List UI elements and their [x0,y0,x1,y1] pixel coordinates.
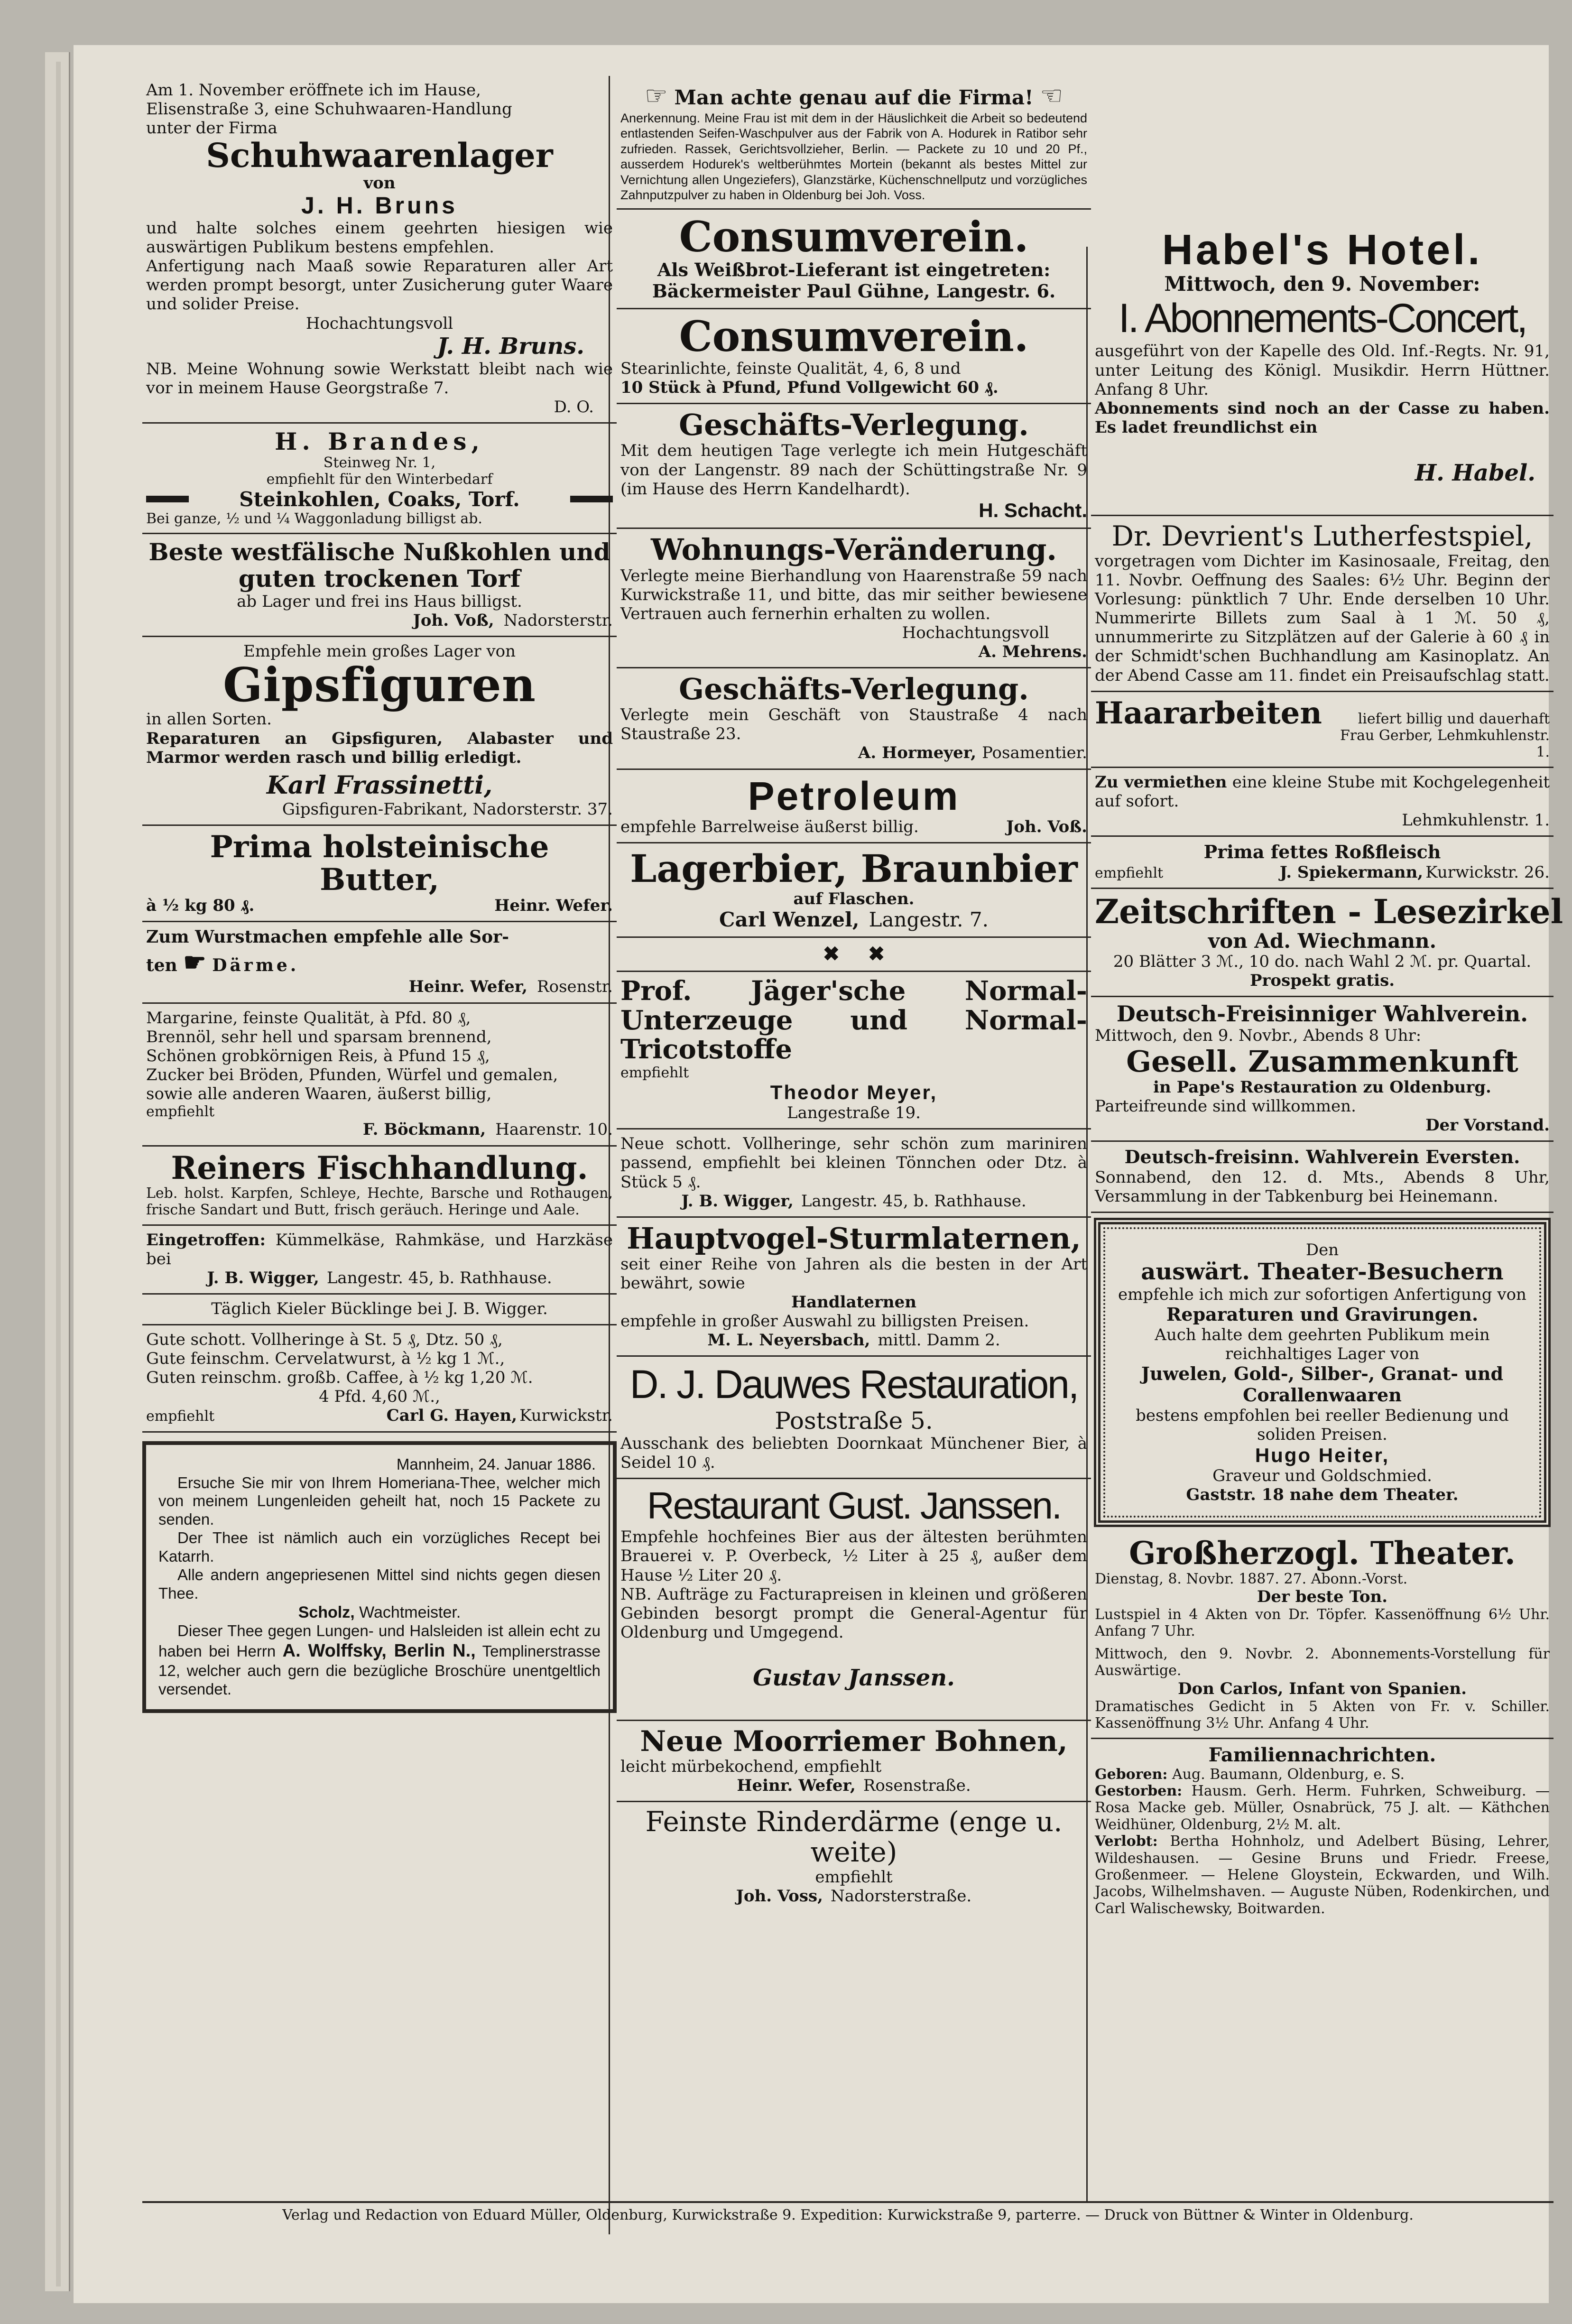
ad-signature: Gustav Janssen. [753,1664,955,1691]
ad-text: Juwelen, Gold-, Silber-, Granat- und Corallenwaaren [1141,1363,1504,1406]
ad-wigger-buecklinge [142,1295,617,1325]
ad-signature: Carl Wenzel, [719,907,860,931]
ad-text: Gute feinschm. Cervelatwurst, à ½ kg 1 ℳ., [146,1349,505,1369]
ad-text: liefert billig und dauerhaft [1358,710,1550,727]
ad-title: Consumverein. [679,312,1029,361]
ad-text: Lustspiel in 4 Akten von Dr. Töpfer. Kassenöffnung 6½ Uhr. Anfang 7 Uhr. [1095,1606,1550,1640]
ad-signature: Heinr. Wefer, [408,977,528,997]
ad-moorriemer-bohnen [617,1721,1091,1802]
ad-play: Der beste Ton. [1257,1587,1388,1606]
ad-address: Poststraße 5. [775,1407,933,1435]
ad-text: ausgeführt von der Kapelle des Old. Inf.-Regts. Nr. 91, unter Leitung des Königl. Musikdir. Herrn Hüttner. Anfang 8 Uhr. [1095,342,1550,399]
ad-text: empfiehlt [815,1867,893,1887]
decor-bar [570,496,613,502]
ad-firm-name: A. Wolffsky, Berlin N., [282,1641,476,1661]
ad-title: Beste westfälische Nußkohlen und [148,538,610,566]
ad-address: Lehmkuhlenstr. 1. [1402,811,1550,830]
pointing-hand-icon: ☜ [1040,81,1063,111]
ad-text: Bäckermeister Paul Gühne, Langestr. 6. [652,280,1056,302]
ad-text: empfiehlt [1095,865,1164,882]
ad-text: bestens empfohlen bei reeller Bedienung und soliden Preisen. [1136,1406,1509,1444]
ad-petroleum [617,770,1091,844]
ad-text: Handlaternen [791,1293,916,1312]
ad-text: Den [1305,1241,1339,1260]
ad-signature: J. B. Wigger, [681,1191,794,1211]
ad-signature: A. Mehrens. [978,642,1087,661]
ad-theater [1091,1532,1554,1739]
ad-date: Mannheim, 24. Januar 1886. [396,1455,596,1473]
ad-text: Leb. holst. Karpfen, Schleye, Hechte, Barsche und Rothaugen, frische Sandart und Butt, frisch geräuch. Heringe und Aale. [146,1185,613,1219]
ad-address: Nadorsterstraße. [830,1886,972,1906]
ad-text: Empfehle mein großes Lager von [243,642,516,661]
ad-heiter [1094,1218,1551,1527]
ad-address: Langestr. 45, b. Rathhause. [801,1191,1026,1211]
ad-text: empfehle ich mich zur sofortigen Anfertigung von [1118,1285,1526,1305]
ad-text: unter der Firma [146,119,277,138]
ad-text: empfiehlt für den Winterbedarf [266,471,493,488]
ad-heading: Gestorben: [1095,1783,1183,1800]
ad-text: sowie alle anderen Waaren, äußerst billig, [146,1084,492,1103]
ad-address: Posamentier. [982,743,1087,763]
ad-text: Prospekt gratis. [1249,971,1395,990]
ad-text: Bei ganze, ½ und ¼ Waggonladung billigst ab. [146,510,482,527]
ad-text: Ausschank des beliebten Doornkaat Münchener Bier, à Seidel 10 ₰. [620,1434,1087,1472]
ad-wenzel [617,843,1091,938]
ad-hodurek [617,76,1091,210]
ad-signature: Hugo Heiter, [1255,1444,1390,1467]
ad-date: Mittwoch, den 9. Novbr., Abends 8 Uhr: [1095,1026,1422,1046]
ad-text: Reparaturen an Gipsfiguren, Alabaster und Marmor werden rasch und billig erledigt. [146,729,613,767]
ad-firm-name: J. H. Bruns [301,192,458,219]
ad-address: Haarenstr. 10. [495,1120,613,1139]
ad-text: Stearinlichte, feinste Qualität, 4, 6, 8 und [620,359,961,379]
ad-address: Langestraße 19. [787,1103,921,1123]
ad-address: Kurwickstr. 26. [1425,863,1550,882]
ad-text: Der Thee ist nämlich auch ein vorzügliches Recept bei Katarrh. [158,1529,601,1565]
ad-habel-hotel [1091,223,1554,516]
ad-text: auf Flaschen. [793,889,915,908]
ad-text: Guten reinschm. großb. Caffee, à ½ kg 1,20 ℳ. [146,1368,533,1388]
ad-heading: Geboren: [1095,1766,1168,1783]
ad-address: Kurwickstr. [519,1406,613,1426]
ad-text: Mit dem heutigen Tage verlegte ich mein Hutgeschäft von der Langenstr. 89 nach der Schüttingstraße Nr. 9 (im Hause des Herrn Kandelhardt). [620,441,1087,499]
ad-text: seit einer Reihe von Jahren als die besten in der Art bewährt, sowie [620,1254,1087,1293]
ad-text: Am 1. November eröffnete ich im Hause, [146,81,481,100]
ad-lesezirkel [1091,889,1563,997]
ad-title: Neue Moorriemer Bohnen, [640,1724,1068,1758]
ad-vermiethen [1091,768,1554,837]
ad-title: Gipsfiguren [222,657,536,713]
ad-address: Gipsfiguren-Fabrikant, Nadorsterstr. 37. [282,799,613,819]
ad-title: Hauptvogel-Sturmlaternen, [627,1221,1081,1256]
decor-cross-icon: ✖ [868,942,885,965]
ad-signature: Heinr. Wefer, [737,1776,856,1796]
ad-signature: Der Vorstand. [1425,1116,1550,1135]
ad-signature: A. Hormeyer, [858,743,977,763]
ad-title: Großherzogl. Theater. [1129,1535,1516,1572]
ad-text: leicht mürbekochend, empfiehlt [620,1757,882,1776]
ad-title: Familiennachrichten. [1208,1743,1436,1766]
ad-title: Prof. Jäger'sche Normal-Unterzeuge und Normal-Tricotstoffe [620,975,1087,1065]
ad-text: vorgetragen vom Dichter im Kasinosaale, Freitag, den 11. Novbr. Oeffnung des Saales: 6½ Uhr. Beginn der Vorlesung: pünktlich 7 Uhr. Ende derselben 10 Uhr. Nummerirte Billets zum Saal à 1 ℳ. 50 ₰, unnummerirte zu Sitzplätzen auf der Galerie à 60 ₰ in der Schmidt'schen Buchhandlung am Kasinoplatz. An der Abend Casse am 11. findet ein Preisaufschlag statt. [1095,551,1550,685]
ad-title: auswärt. Theater-Besuchern [1141,1259,1504,1286]
ad-text: Elisenstraße 3, eine Schuhwaaren-Handlung [146,100,512,119]
ad-text: 20 Blätter 3 ℳ., 10 do. nach Wahl 2 ℳ. pr. Quartal. [1113,952,1532,971]
ad-gipsfiguren [142,637,617,825]
ad-goods-line [146,488,613,510]
ad-heading: Verlobt: [1095,1833,1158,1850]
ad-text: Margarine, feinste Qualität, à Pfd. 80 ₰, [146,1008,471,1028]
ad-text: empfiehlt [146,1103,215,1120]
ad-text: eine kleine Stube mit Kochgelegenheit auf sofort. [1095,772,1550,811]
ad-consumverein-1 [617,210,1091,309]
ad-signature: H. Habel. [1415,459,1535,486]
ad-wahlverein-eversten [1091,1142,1554,1213]
ad-text: Graveur und Goldschmied. [1212,1466,1432,1486]
ad-text: D. O. [554,397,594,417]
ad-title: Habel's Hotel. [1162,226,1483,274]
ad-reiners [142,1147,617,1226]
ad-text: Täglich Kieler Bücklinge bei J. B. Wigger. [211,1299,548,1318]
ad-text: Reparaturen und Gravirungen. [1166,1304,1479,1325]
ad-wigger-heringe [617,1130,1091,1217]
ad-wurst [142,922,617,1003]
ad-text: Abonnements sind noch an der Casse zu haben. Es ladet freundlichst ein [1095,398,1550,437]
ad-address: Langestr. 45, b. Rathhause. [326,1268,552,1287]
ad-text: empfiehlt [146,1408,215,1425]
ad-familiennachrichten [1091,1739,1554,1923]
ad-title: Prima holsteinische Butter, [210,829,549,898]
ad-title: Schuhwaarenlager [206,136,553,176]
ad-text: Kümmelkäse, Rahmkäse, und Harzkäse bei [146,1230,613,1268]
ad-title: guten trockenen Torf [238,565,521,593]
ad-text: Empfehle hochfeines Bier aus der ältesten berühmten Brauerei v. P. Overbeck, ½ Liter à 25 ₰, außer dem Hause ½ Liter 20 ₰. [620,1528,1087,1585]
ad-text: Dramatisches Gedicht in 5 Akten von Fr. v. Schiller. Kassenöffnung 3½ Uhr. Anfang 4 Uhr. [1095,1698,1550,1732]
ad-text: Neue schott. Vollheringe, sehr schön zum mariniren passend, empfiehlt bei kleinen Tönnchen oder Dtz. à Stück 5 ₰. [620,1134,1087,1192]
ad-title: Man achte genau auf die Firma! [674,86,1034,109]
ad-address: mittl. Damm 2. [878,1331,1000,1350]
decor-cross-icon: ✖ [823,942,840,965]
pointing-hand-icon: ☛ [183,946,206,977]
ad-text: Frau Gerber, Lehmkuhlenstr. 1. [1340,727,1550,761]
ad-mehrens [617,529,1091,668]
ad-title: Reiners Fischhandlung. [171,1149,588,1186]
ad-text: 4 Pfd. 4,60 ℳ., [319,1387,440,1407]
ad-title: Consumverein. [679,212,1029,262]
ad-text: Zum Wurstmachen empfehle alle Sor- [146,927,509,947]
ad-address: Nadorsterstr. [503,611,613,630]
ad-text: Verlegte mein Geschäft von Staustraße 4 nach Staustraße 23. [620,705,1087,744]
footer-text: Verlag und Redaction von Eduard Müller, Oldenburg, Kurwickstraße 9. Expedition: Kurwickstraße 9, parterre. — Druck von Büttner & Winter in Oldenburg. [282,2207,1414,2223]
ad-text: NB. Aufträge zu Facturapreisen in kleinen und größeren Gebinden besorgt prompt die General-Agentur für Oldenburg und Umgegend. [620,1584,1087,1642]
ad-text: Hochachtungsvoll [902,623,1049,642]
ad-text: empfehle Barrelweise äußerst billig. [620,817,919,837]
ad-gerber [1091,692,1554,768]
ad-title: Restaurant Gust. Janssen. [647,1484,1061,1527]
ad-date: Mittwoch, den 9. November: [1164,272,1480,296]
ad-address: Rosenstraße. [863,1776,971,1796]
ad-neyersbach [617,1218,1091,1357]
ad-title: Feinste Rinderdärme (enge u. weite) [645,1805,1063,1868]
ad-signature: F. Böckmann, [362,1120,486,1139]
ad-title: Prima fettes Roßfleisch [1203,841,1441,863]
ad-firm-name: H. Brandes, [275,427,484,456]
ad-address: Gaststr. 18 nahe dem Theater. [1186,1485,1459,1505]
ad-text: Därme. [212,955,299,975]
ad-text: Templinerstrasse 12, welcher auch gern die bezügliche Broschüre unentgeltlich versendet. [158,1642,601,1698]
ad-rinderdaerme [617,1802,1091,1911]
column-2 [617,76,1091,1911]
ad-text: Bertha Hohnholz, und Adelbert Büsing, Lehrer, Wildeshausen. — Gesine Bruns und Friedr. Freese, Großenmeer. — Helene Gloystein, Eckwarden, und Wilh. Jacobs, Wilhelmshaven. — Auguste Nüben, Rodenkirchen, und Carl Walischewsky, Boitwarden. [1095,1833,1550,1917]
ad-text: Hochachtungsvoll [305,314,453,333]
ad-title: Lagerbier, Braunbier [630,846,1078,891]
ad-title: Haararbeiten [1095,695,1322,731]
ad-text: Auch halte dem geehrten Publikum mein reichhaltiges Lager von [1155,1325,1490,1364]
ad-hormeyer [617,668,1091,770]
ad-date: Dienstag, 8. Novbr. 1887. 27. Abonn.-Vorst. [1095,1570,1408,1587]
ad-concert: I. Abonnements-Concert, [1118,295,1526,341]
ad-devrient [1091,516,1554,692]
ad-title: Zeitschriften - Lesezirkel [1095,892,1563,932]
ad-title: Deutsch-Freisinniger Wahlverein. [1116,1000,1528,1027]
ad-signature: Joh. Voss, [736,1886,823,1906]
ad-text: von Ad. Wiechmann. [1208,929,1437,953]
ad-janssen [617,1479,1091,1721]
ad-date: Mittwoch, den 9. Novbr. 2. Abonnements-Vorstellung für Auswärtige. [1095,1645,1550,1679]
ad-brandes [142,424,617,534]
ad-text: empfehle in großer Auswahl zu billigsten Preisen. [620,1312,1029,1331]
ad-text: Zucker bei Bröden, Pfunden, Würfel und gemalen, [146,1065,558,1084]
ad-title: Dr. Devrient's Lutherfestspiel, [1111,519,1533,552]
ad-title: Geschäfts-Verlegung. [679,672,1029,707]
ad-text: Alle andern angepriesenen Mittel sind nichts gegen diesen Thee. [158,1566,601,1602]
ad-text: 10 Stück à Pfund, Pfund Vollgewicht 60 ₰. [620,378,999,398]
ad-signature: Heinr. Wefer. [494,896,613,916]
ad-dauwes [617,1357,1091,1479]
ad-consumverein-2 [617,309,1091,404]
ad-text: Schönen grobkörnigen Reis, à Pfund 15 ₰, [146,1046,490,1065]
ad-title: Geschäfts-Verlegung. [679,407,1029,443]
ad-text: Aug. Baumann, Oldenburg, e. S. [1172,1766,1405,1783]
ad-signature: J. H. Bruns. [437,333,584,360]
ad-price: à ½ kg 80 ₰. [146,896,255,916]
ad-text: Anerkennung. Meine Frau ist mit dem in der Häuslichkeit die Arbeit so bedeutend entlastenden Seifen-Waschpulver aus der Fabrik von A. Hodurek in Ratibor sehr zufrieden. Rassek, Gerichtsvollzieher, Berlin. — Packete zu 10 und 20 Pf., ausserdem Hodurek's weltberühmtes Mortein (bekannt als bestes Mittel zur Vernichtung allen Ungeziefers), Glanzstärke, Küchenschnellputz und vorzügliches Zahnputzpulver zu haben in Oldenburg bei Joh. Voss. [620,111,1087,202]
ad-spiekermann [1091,837,1554,889]
ad-play: Don Carlos, Infant von Spanien. [1178,1679,1467,1698]
ad-text: Anfertigung nach Maaß sowie Reparaturen aller Art werden prompt besorgt, unter Zusicherung guter Waare und solider Preise. [146,257,613,314]
ad-text: empfiehlt [620,1064,689,1081]
ad-text: Gute schott. Vollheringe à St. 5 ₰, Dtz. 50 ₰, [146,1330,503,1350]
ad-title: Wohnungs-Veränderung. [650,532,1057,567]
ad-bruns [142,76,617,424]
ad-title: D. J. Dauwes Restauration, [629,1362,1078,1407]
ad-goods: Steinkohlen, Coaks, Torf. [239,487,520,511]
ad-text: ab Lager und frei ins Haus billigst. [237,592,522,611]
ad-wigger-kaese [142,1226,617,1295]
ad-homeriana-thee [142,1441,617,1713]
ad-butter [142,826,617,922]
ad-heading: Gesell. Zusammenkunft [1126,1044,1518,1079]
decor-bar [146,496,189,502]
ad-text: in Pape's Restauration zu Oldenburg. [1153,1077,1491,1097]
ad-signature: Carl G. Hayen, [386,1406,518,1426]
ad-signature: J. Spiekermann, [1279,863,1424,882]
column-3 [1091,223,1563,1923]
ad-heading: Zu vermiethen [1095,772,1227,792]
ad-text: NB. Meine Wohnung sowie Werkstatt bleibt nach wie vor in meinem Hause Georgstraße 7. [146,359,613,398]
ad-signature: H. Schacht. [979,499,1087,521]
ad-wahlverein-1 [1091,997,1554,1142]
ad-signature: Karl Frassinetti, [266,770,493,800]
ad-text: Brennöl, sehr hell und sparsam brennend, [146,1027,492,1046]
ad-hayen [142,1325,617,1433]
ad-signature: Scholz, [298,1603,355,1622]
ad-signature: Joh. Voß. [1006,817,1087,837]
binding-edge-shadow [56,62,61,2287]
ad-boeckmann [142,1004,617,1147]
pointing-hand-icon: ☞ [645,81,668,111]
ad-unterziehzeuge [617,938,1091,972]
column-1 [142,76,617,1716]
ad-text: Verlegte meine Bierhandlung von Haarenstraße 59 nach Kurwickstraße 11, und bitte, das mir seither bewiesene Vertrauen auch fernerhin erhalten zu wollen. [620,566,1087,623]
ad-title: Deutsch-freisinn. Wahlverein Eversten. [1124,1146,1520,1168]
ad-address: Langestr. 7. [869,907,989,931]
ad-text: in allen Sorten. [146,710,272,729]
ad-text: ten [146,955,177,975]
ad-heading: Eingetroffen: [146,1230,266,1250]
ad-text: Steinweg Nr. 1, [323,454,436,472]
ad-text: Dieser Thee gegen Lungen- und Halsleiden ist allein echt zu haben bei Herrn [158,1622,601,1660]
ad-text: Hausm. Gerh. Herm. Fuhrken, Schweiburg. — Rosa Macke geb. Müller, Osnabrück, 75 J. alt. — Käthchen Weidhüner, Oldenburg, 2½ M. alt. [1095,1783,1550,1833]
ad-text: Ersuche Sie mir von Ihrem Homeriana-Thee, welcher mich von meinem Lungenleiden geheilt hat, noch 15 Packete zu senden. [158,1473,601,1528]
ad-signature: Joh. Voß, [413,611,494,630]
ad-schacht [617,404,1091,529]
ad-jaeger [617,972,1091,1130]
ad-text: Sonnabend, den 12. d. Mts., Abends 8 Uhr, Versammlung in der Tabkenburg bei Heinemann. [1095,1167,1550,1206]
ad-text: Wachtmeister. [359,1603,461,1622]
ad-title: Petroleum [748,773,960,818]
ad-signature: M. L. Neyersbach, [707,1331,870,1350]
ad-text: von [363,173,396,193]
ad-signature: Theodor Meyer, [770,1081,938,1104]
ad-voss-kohlen [142,534,617,637]
ad-signature: J. B. Wigger, [207,1268,319,1287]
ad-address: Rosenstr. [537,977,613,997]
imprint-footer [142,2201,1554,2223]
ad-text: Als Weißbrot-Lieferant ist eingetreten: [657,259,1051,281]
ad-text: Parteifreunde sind willkommen. [1095,1096,1356,1116]
ad-text: und halte solches einem geehrten hiesigen wie auswärtigen Publikum bestens empfehlen. [146,219,613,257]
